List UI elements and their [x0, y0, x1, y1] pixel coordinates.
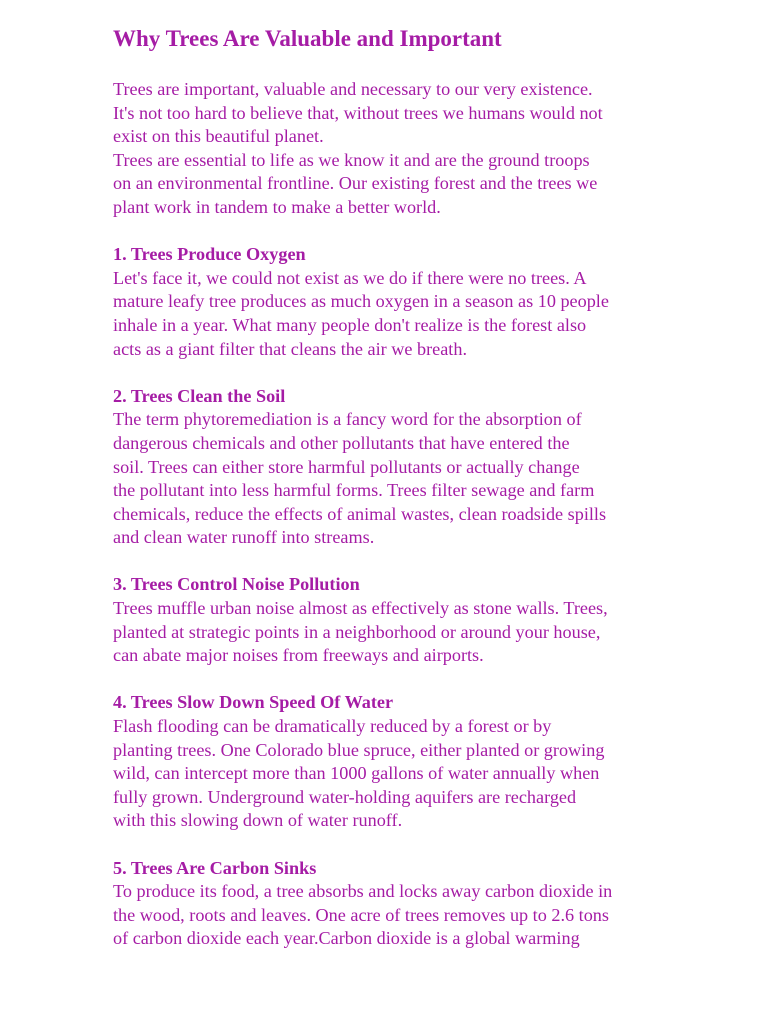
- document-title: Why Trees Are Valuable and Important: [113, 26, 502, 51]
- section-body: Flash flooding can be dramatically reduced by a forest or by planting trees. One Colorado blue spruce, either planted or growing wild, can intercept more than 1000 gallons of water annually when fully grown. Underground water-holding aquifers are recharged with this slowing down of water runoff.: [113, 716, 605, 831]
- section-heading: 5. Trees Are Carbon Sinks: [113, 857, 317, 878]
- section-body: To produce its food, a tree absorbs and locks away carbon dioxide in the wood, roots and leaves. One acre of trees removes up to 2.6 tons of carbon dioxide each year.Carbon dioxide is a global warming: [113, 881, 613, 949]
- section-soil: [113, 385, 693, 550]
- section-body: Trees muffle urban noise almost as effectively as stone walls. Trees, planted at strategic points in a neighborhood or around your house, can abate major noises from freeways and airports.: [113, 598, 608, 666]
- section-body: Let's face it, we could not exist as we do if there were no trees. A mature leafy tree produces as much oxygen in a season as 10 people inhale in a year. What many people don't realize is the forest also acts as a giant filter that cleans the air we breath.: [113, 267, 609, 359]
- section-body: The term phytoremediation is a fancy word for the absorption of dangerous chemicals and other pollutants that have entered the soil. Trees can either store harmful pollutants or actually change the pollutant into less harmful forms. Trees filter sewage and farm chemicals, reduce the effects of animal wastes, clean roadside spills and clean water runoff into streams.: [113, 409, 607, 548]
- section-carbon: [113, 857, 693, 951]
- section-heading: 3. Trees Control Noise Pollution: [113, 574, 360, 595]
- section-oxygen: [113, 243, 693, 361]
- section-noise: [113, 573, 693, 667]
- intro-paragraph: Trees are important, valuable and necessary to our very existence. It's not too hard to believe that, without trees we humans would not exist on this beautiful planet. Trees are essential to life as we know it and are the ground troops on an environmental frontline. Our existing forest and the trees we plant work in tandem to make a better world.: [113, 79, 603, 217]
- section-water: [113, 691, 693, 833]
- section-heading: 2. Trees Clean the Soil: [113, 385, 286, 406]
- section-heading: 1. Trees Produce Oxygen: [113, 244, 306, 265]
- section-heading: 4. Trees Slow Down Speed Of Water: [113, 692, 394, 713]
- document-page: [113, 24, 693, 951]
